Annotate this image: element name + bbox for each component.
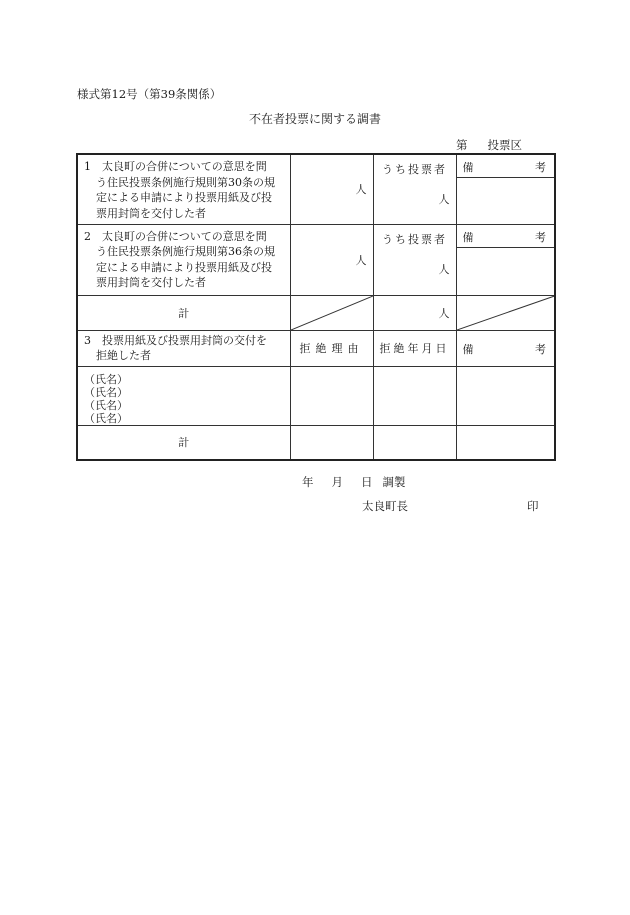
names-notes-cell: [456, 366, 555, 425]
row-total-refused: [77, 425, 555, 460]
row1-voters-cell: うち投票者 人: [373, 154, 456, 224]
row2-voters-cell: うち投票者 人: [373, 224, 456, 295]
row2-description: 2 太良町の合併についての意思を問 う住民投票条例施行規則第36条の規 定による申請により投票用紙及び投 票用封筒を交付した者: [77, 224, 290, 295]
total-count-diagonal: [290, 295, 373, 330]
row3-notes-header: 備 考: [456, 330, 555, 366]
row-total-issued: [77, 295, 555, 330]
row1-count-cell: 人: [290, 154, 373, 224]
total-label: 計: [77, 295, 290, 330]
mayor-title: 太良町長: [362, 499, 408, 513]
row-issued-art30: [77, 154, 555, 224]
preparation-date: 年 月 日 調製: [302, 475, 406, 489]
total-voters-cell: 人: [373, 295, 456, 330]
total2-reason-cell: [290, 425, 373, 460]
row2-count-cell: 人: [290, 224, 373, 295]
row-refused-names: [77, 366, 555, 425]
names-reason-cell: [290, 366, 373, 425]
names-date-cell: [373, 366, 456, 425]
survey-table: [76, 153, 556, 461]
row3-description: 3 投票用紙及び投票用封筒の交付を 拒絶した者: [77, 330, 290, 366]
refusal-date-header: 拒絶年月日: [373, 330, 456, 366]
form-number: 様式第12号（第39条関係）: [77, 87, 222, 101]
total-notes-diagonal: [456, 295, 555, 330]
names-cell: （氏名） （氏名） （氏名） （氏名）: [77, 366, 290, 425]
seal-mark: 印: [527, 499, 539, 513]
row1-notes-cell: 備 考: [456, 154, 555, 224]
row-refused-header: [77, 330, 555, 366]
row2-notes-cell: 備 考: [456, 224, 555, 295]
document-title: 不在者投票に関する調書: [248, 112, 381, 126]
district-label: [456, 137, 522, 153]
district-suffix: 投票区: [487, 138, 522, 152]
district-prefix: 第: [456, 138, 468, 152]
total2-label: 計: [77, 425, 290, 460]
total2-date-cell: [373, 425, 456, 460]
row1-description: 1 太良町の合併についての意思を問 う住民投票条例施行規則第30条の規 定による申請により投票用紙及び投 票用封筒を交付した者: [77, 154, 290, 224]
refusal-reason-header: 拒絶理由: [290, 330, 373, 366]
row-issued-art36: [77, 224, 555, 295]
total2-notes-cell: [456, 425, 555, 460]
